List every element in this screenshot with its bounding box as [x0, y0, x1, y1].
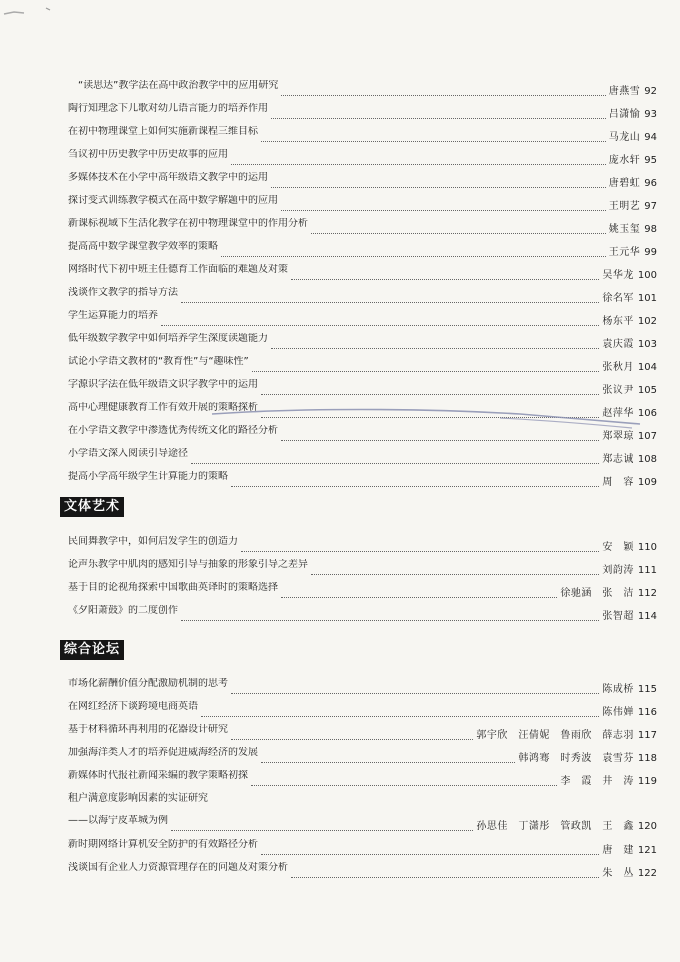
- toc-entry[interactable]: [68, 582, 657, 600]
- toc-entry[interactable]: [68, 747, 657, 765]
- entry-page: 101: [637, 293, 657, 304]
- entry-author: 郑志诚: [602, 454, 634, 465]
- entry-title: 新媒体时代报社新闻采编的教学策略初探: [68, 770, 248, 781]
- dot-leader: [271, 118, 606, 119]
- toc-entry[interactable]: [68, 195, 657, 213]
- toc-entry[interactable]: [68, 605, 657, 623]
- entry-title: 《夕阳萧鼓》的二度创作: [68, 605, 178, 616]
- entry-title: 浅谈作文教学的指导方法: [68, 287, 178, 298]
- entry-title: 加强海洋类人才的培养促进威海经济的发展: [68, 747, 258, 758]
- entry-title: 新课标视域下生活化教学在初中物理课堂中的作用分析: [68, 218, 308, 229]
- dot-leader: [231, 693, 599, 694]
- dot-leader: [181, 302, 599, 303]
- entry-page: 108: [637, 454, 657, 465]
- entry-title: “读思达”教学法在高中政治教学中的应用研究: [78, 80, 279, 91]
- entry-title: 探讨变式训练教学模式在高中数学解题中的应用: [68, 195, 278, 206]
- dot-leader: [231, 739, 473, 740]
- toc-entry[interactable]: [68, 80, 657, 98]
- toc-entry[interactable]: [68, 356, 657, 374]
- dot-leader: [201, 716, 599, 717]
- entry-author: 王明艺: [608, 201, 641, 212]
- entry-author: 吕潇愉: [608, 109, 641, 120]
- entry-title: 学生运算能力的培养: [68, 310, 158, 321]
- entry-page: 110: [637, 542, 657, 553]
- entry-author: 姚玉玺: [608, 224, 641, 235]
- entry-author: 唐燕雪: [608, 86, 641, 97]
- entry-title: 低年级数学教学中如何培养学生深度读题能力: [68, 333, 268, 344]
- toc-entry[interactable]: [68, 425, 657, 443]
- toc-entry[interactable]: [68, 149, 657, 167]
- entry-page: 111: [637, 565, 657, 576]
- toc-entry[interactable]: [68, 536, 657, 554]
- entry-title: 基于材料循环再利用的花器设计研究: [68, 724, 228, 735]
- entry-page: 102: [637, 316, 657, 327]
- entry-page: 116: [637, 707, 657, 718]
- entry-author: 袁庆霞: [602, 339, 634, 350]
- entry-title: 在网红经济下谈跨境电商英语: [68, 701, 198, 712]
- entry-page: 92: [644, 86, 657, 97]
- dot-leader: [251, 785, 557, 786]
- toc-entry[interactable]: [68, 862, 657, 880]
- entry-author: 安 颖: [602, 542, 634, 553]
- entry-title: 小学语文深入阅读引导途径: [68, 448, 188, 459]
- entry-title: 在初中物理课堂上如何实施新课程三维目标: [68, 126, 258, 137]
- entry-title: 论声乐教学中肌肉的感知引导与抽象的形象引导之差异: [68, 559, 308, 570]
- toc-entry[interactable]: [68, 333, 657, 351]
- toc-entry[interactable]: [68, 471, 657, 489]
- toc-entry[interactable]: [68, 126, 657, 144]
- section-heading-forum: 综合论坛: [60, 640, 124, 660]
- dot-leader: [261, 762, 515, 763]
- entry-page: 122: [637, 868, 657, 879]
- toc-entry[interactable]: [68, 815, 657, 833]
- entry-title: 提高高中数学课堂教学效率的策略: [68, 241, 218, 252]
- entry-author: 孙思佳 丁潇彤 管政凯 王 鑫: [476, 821, 634, 832]
- toc-entry[interactable]: [68, 402, 657, 420]
- entry-page: 117: [637, 730, 657, 741]
- entry-author: 徐名军: [602, 293, 634, 304]
- entry-page: 114: [637, 611, 657, 622]
- dot-leader: [261, 141, 606, 142]
- entry-page: 104: [637, 362, 657, 373]
- entry-author: 张智超: [602, 611, 634, 622]
- dot-leader: [241, 551, 599, 552]
- entry-page: 107: [637, 431, 657, 442]
- entry-page: 98: [644, 224, 657, 235]
- entry-author: 吴华龙: [602, 270, 634, 281]
- entry-page: 109: [637, 477, 657, 488]
- entry-page: 118: [637, 753, 657, 764]
- entry-author: 郭宇欣 汪倩妮 鲁雨欣 薛志羽: [476, 730, 634, 741]
- entry-title: 高中心理健康教育工作有效开展的策略探析: [68, 402, 258, 413]
- toc-entry[interactable]: [68, 287, 657, 305]
- entry-page: 97: [644, 201, 657, 212]
- entry-title: 试论小学语文教材的“教育性”与“趣味性”: [68, 356, 249, 367]
- entry-author: 徐驰涵 张 洁: [560, 588, 634, 599]
- toc-entry[interactable]: [68, 770, 657, 788]
- entry-author: 陈伟婵: [602, 707, 634, 718]
- entry-title: 民间舞教学中，如何启发学生的创造力: [68, 536, 238, 547]
- entry-author: 韩鸿骞 时秀波 袁雪芬: [518, 753, 634, 764]
- dot-leader: [311, 233, 606, 234]
- entry-author: 刘韵涛: [602, 565, 634, 576]
- entry-title: 浅谈国有企业人力资源管理存在的问题及对策分析: [68, 862, 288, 873]
- dot-leader: [311, 574, 599, 575]
- dot-leader: [271, 348, 599, 349]
- section-heading-arts: 文体艺术: [60, 497, 124, 517]
- dot-leader: [261, 394, 599, 395]
- dot-leader: [261, 417, 599, 418]
- entry-page: 93: [644, 109, 657, 120]
- toc-entry[interactable]: [68, 172, 657, 190]
- toc-entry[interactable]: [68, 103, 657, 121]
- toc-entry[interactable]: [68, 839, 657, 857]
- entry-page: 103: [637, 339, 657, 350]
- entry-title: 新时期网络计算机安全防护的有效路径分析: [68, 839, 258, 850]
- toc-entry[interactable]: [68, 448, 657, 466]
- entry-author: 唐 建: [602, 845, 634, 856]
- entry-page: 99: [644, 247, 657, 258]
- entry-title: 在小学语文教学中渗透优秀传统文化的路径分析: [68, 425, 278, 436]
- dot-leader: [281, 210, 606, 211]
- entry-page: 121: [637, 845, 657, 856]
- entry-title: 陶行知理念下儿歌对幼儿语言能力的培养作用: [68, 103, 268, 114]
- entry-page: 106: [637, 408, 657, 419]
- entry-page: 95: [644, 155, 657, 166]
- dot-leader: [281, 597, 557, 598]
- dot-leader: [252, 371, 600, 372]
- entry-page: 112: [637, 588, 657, 599]
- entry-page: 105: [637, 385, 657, 396]
- toc-entry[interactable]: [68, 218, 657, 236]
- entry-title: 市场化薪酬价值分配激励机制的思考: [68, 678, 228, 689]
- entry-title: 刍议初中历史教学中历史故事的应用: [68, 149, 228, 160]
- entry-author: 马龙山: [608, 132, 641, 143]
- entry-subtitle: ——以海宁皮革城为例: [68, 815, 168, 826]
- dot-leader: [181, 620, 599, 621]
- toc-entry[interactable]: [68, 724, 657, 742]
- dot-leader: [261, 854, 599, 855]
- toc-entry[interactable]: [68, 379, 657, 397]
- dot-leader: [191, 463, 599, 464]
- entry-title: 基于目的论视角探索中国歌曲英译时的策略选择: [68, 582, 278, 593]
- entry-page: 119: [637, 776, 657, 787]
- entry-author: 王元华: [608, 247, 641, 258]
- toc-entry[interactable]: [68, 264, 657, 282]
- entry-author: 杨东平: [602, 316, 634, 327]
- entry-author: 唐碧虹: [608, 178, 641, 189]
- entry-author: 赵萍华: [602, 408, 634, 419]
- toc-entry[interactable]: [68, 701, 657, 719]
- toc-entry[interactable]: [68, 241, 657, 259]
- entry-author: 周 容: [602, 477, 634, 488]
- toc-entry[interactable]: [68, 678, 657, 696]
- entry-author: 庞水轩: [608, 155, 641, 166]
- entry-author: 郑翠琼: [602, 431, 634, 442]
- dot-leader: [291, 877, 599, 878]
- entry-author: 张秋月: [602, 362, 634, 373]
- entry-page: 94: [644, 132, 657, 143]
- entry-title: 多媒体技术在小学中高年级语文教学中的运用: [68, 172, 268, 183]
- entry-title: 字源识字法在低年级语文识字教学中的运用: [68, 379, 258, 390]
- entry-page: 96: [644, 178, 657, 189]
- entry-title: 提高小学高年级学生计算能力的策略: [68, 471, 228, 482]
- entry-page: 100: [637, 270, 657, 281]
- dot-leader: [271, 187, 606, 188]
- dot-leader: [161, 325, 599, 326]
- corner-scribble-icon: [2, 4, 62, 24]
- entry-page: 120: [637, 821, 657, 832]
- entry-author: 朱 丛: [602, 868, 634, 879]
- toc-entry[interactable]: [68, 310, 657, 328]
- entry-page: 115: [637, 684, 657, 695]
- toc-entry[interactable]: [68, 559, 657, 577]
- dot-leader: [171, 830, 473, 831]
- entry-author: 张议尹: [602, 385, 634, 396]
- entry-author: 李 霞 井 涛: [560, 776, 634, 787]
- dot-leader: [231, 486, 599, 487]
- dot-leader: [281, 440, 599, 441]
- dot-leader: [281, 95, 605, 96]
- dot-leader: [291, 279, 599, 280]
- dot-leader: [221, 256, 606, 257]
- dot-leader: [231, 164, 606, 165]
- entry-author: 陈成桥: [602, 684, 634, 695]
- entry-title-multiline[interactable]: 租户满意度影响因素的实证研究: [68, 793, 208, 804]
- entry-title: 网络时代下初中班主任德育工作面临的难题及对策: [68, 264, 288, 275]
